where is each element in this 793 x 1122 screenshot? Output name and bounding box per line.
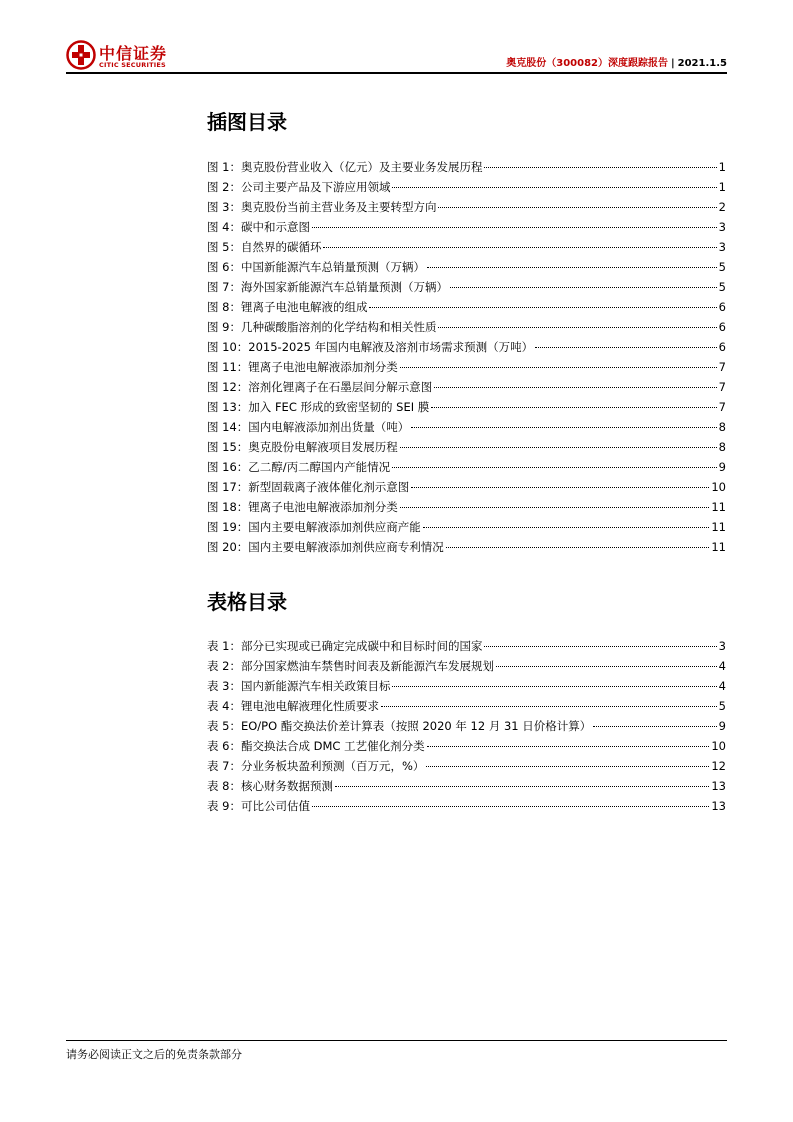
toc-entry-page: 2: [718, 200, 726, 214]
toc-leader-dots: [496, 666, 717, 667]
toc-leader-dots: [431, 407, 716, 408]
toc-leader-dots: [446, 547, 710, 548]
table-toc-entry[interactable]: [207, 776, 726, 796]
toc-entry-label: 图 7：海外国家新能源汽车总销量预测（万辆）: [207, 280, 448, 294]
toc-entry-label: 图 17：新型固载离子液体催化剂示意图: [207, 480, 410, 494]
toc-entry-page: 3: [718, 240, 726, 254]
toc-entry-page: 9: [718, 719, 726, 733]
toc-entry-page: 8: [718, 440, 726, 454]
toc-entry-label: 表 4：锂电池电解液理化性质要求: [207, 699, 379, 713]
header-divider: [66, 72, 727, 74]
toc-entry-page: 4: [718, 679, 726, 693]
report-title: 奥克股份（300082）深度跟踪报告: [506, 58, 668, 69]
tables-toc-list: [207, 636, 726, 816]
figure-toc-entry[interactable]: [207, 317, 726, 337]
figure-toc-entry[interactable]: [207, 197, 726, 217]
toc-leader-dots: [312, 227, 717, 228]
footer-disclaimer: 请务必阅读正文之后的免责条款部分: [66, 1048, 242, 1061]
figure-toc-entry[interactable]: [207, 477, 726, 497]
toc-entry-label: 表 7：分业务板块盈利预测（百万元，%）: [207, 759, 425, 773]
toc-entry-page: 5: [718, 699, 726, 713]
table-toc-entry[interactable]: [207, 756, 726, 776]
table-toc-entry[interactable]: [207, 736, 726, 756]
figure-toc-entry[interactable]: [207, 297, 726, 317]
toc-leader-dots: [411, 487, 709, 488]
toc-leader-dots: [323, 247, 716, 248]
footer-divider: [66, 1040, 727, 1041]
toc-entry-label: 图 15：奥克股份电解液项目发展历程: [207, 440, 398, 454]
toc-leader-dots: [484, 646, 716, 647]
toc-entry-label: 图 13：加入 FEC 形成的致密坚韧的 SEI 膜: [207, 400, 430, 414]
toc-entry-label: 图 12：溶剂化锂离子在石墨层间分解示意图: [207, 380, 433, 394]
figure-toc-entry[interactable]: [207, 537, 726, 557]
toc-leader-dots: [484, 167, 716, 168]
toc-entry-page: 5: [718, 280, 726, 294]
toc-entry-page: 13: [711, 779, 726, 793]
toc-entry-page: 5: [718, 260, 726, 274]
figure-toc-entry[interactable]: [207, 177, 726, 197]
toc-leader-dots: [392, 187, 716, 188]
figure-toc-entry[interactable]: [207, 517, 726, 537]
toc-leader-dots: [426, 766, 709, 767]
figure-toc-entry[interactable]: [207, 377, 726, 397]
toc-leader-dots: [411, 427, 716, 428]
tables-section-title: 表格目录: [207, 590, 287, 614]
toc-entry-label: 表 8：核心财务数据预测: [207, 779, 333, 793]
toc-entry-page: 10: [711, 480, 726, 494]
table-toc-entry[interactable]: [207, 696, 726, 716]
figure-toc-entry[interactable]: [207, 397, 726, 417]
figure-toc-entry[interactable]: [207, 417, 726, 437]
toc-entry-label: 表 3：国内新能源汽车相关政策目标: [207, 679, 391, 693]
toc-entry-page: 1: [718, 180, 726, 194]
toc-entry-page: 9: [718, 460, 726, 474]
toc-entry-page: 13: [711, 799, 726, 813]
toc-entry-label: 图 20：国内主要电解液添加剂供应商专利情况: [207, 540, 444, 554]
toc-leader-dots: [593, 726, 716, 727]
toc-entry-page: 7: [718, 360, 726, 374]
toc-entry-page: 6: [718, 340, 726, 354]
table-toc-entry[interactable]: [207, 636, 726, 656]
toc-entry-page: 3: [718, 639, 726, 653]
company-logo: [66, 40, 176, 74]
toc-entry-label: 表 1：部分已实现或已确定完成碳中和目标时间的国家: [207, 639, 483, 653]
toc-entry-page: 11: [711, 540, 726, 554]
toc-leader-dots: [434, 387, 716, 388]
toc-entry-page: 8: [718, 420, 726, 434]
citic-logo-icon: [66, 40, 96, 70]
toc-entry-label: 图 9：几种碳酸脂溶剂的化学结构和相关性质: [207, 320, 437, 334]
toc-entry-label: 图 14：国内电解液添加剂出货量（吨）: [207, 420, 410, 434]
table-toc-entry[interactable]: [207, 716, 726, 736]
figure-toc-entry[interactable]: [207, 497, 726, 517]
report-date: 2021.1.5: [677, 58, 727, 69]
toc-entry-label: 表 5：EO/PO 酯交换法价差计算表（按照 2020 年 12 月 31 日价格计算）: [207, 719, 592, 733]
toc-leader-dots: [335, 786, 709, 787]
toc-leader-dots: [369, 307, 716, 308]
table-toc-entry[interactable]: [207, 796, 726, 816]
toc-leader-dots: [438, 327, 716, 328]
toc-leader-dots: [400, 367, 717, 368]
toc-entry-page: 1: [718, 160, 726, 174]
figure-toc-entry[interactable]: [207, 157, 726, 177]
toc-leader-dots: [392, 467, 717, 468]
table-toc-entry[interactable]: [207, 656, 726, 676]
toc-leader-dots: [392, 686, 716, 687]
logo-english-name: CITIC SECURITIES: [99, 61, 166, 69]
figure-toc-entry[interactable]: [207, 437, 726, 457]
figure-toc-entry[interactable]: [207, 217, 726, 237]
toc-entry-label: 表 2：部分国家燃油车禁售时间表及新能源汽车发展规划: [207, 659, 494, 673]
toc-entry-label: 表 6：酯交换法合成 DMC 工艺催化剂分类: [207, 739, 425, 753]
toc-entry-page: 12: [711, 759, 726, 773]
toc-entry-label: 表 9：可比公司估值: [207, 799, 310, 813]
toc-entry-page: 7: [718, 380, 726, 394]
toc-leader-dots: [427, 746, 710, 747]
figures-toc-list: [207, 157, 726, 557]
figure-toc-entry[interactable]: [207, 337, 726, 357]
toc-entry-page: 11: [711, 520, 726, 534]
figure-toc-entry[interactable]: [207, 357, 726, 377]
table-toc-entry[interactable]: [207, 676, 726, 696]
toc-entry-label: 图 19：国内主要电解液添加剂供应商产能: [207, 520, 421, 534]
toc-entry-label: 图 16：乙二醇/丙二醇国内产能情况: [207, 460, 391, 474]
report-header: [506, 54, 727, 69]
toc-entry-label: 图 18：锂离子电池电解液添加剂分类: [207, 500, 398, 514]
toc-entry-label: 图 4：碳中和示意图: [207, 220, 310, 234]
figure-toc-entry[interactable]: [207, 237, 726, 257]
toc-leader-dots: [438, 207, 716, 208]
toc-entry-page: 6: [718, 320, 726, 334]
toc-entry-label: 图 11：锂离子电池电解液添加剂分类: [207, 360, 398, 374]
logo-chinese-name: 中信证券: [99, 44, 168, 63]
header-separator: |: [670, 58, 675, 69]
toc-entry-label: 图 5：自然界的碳循环: [207, 240, 322, 254]
toc-entry-label: 图 6：中国新能源汽车总销量预测（万辆）: [207, 260, 425, 274]
figure-toc-entry[interactable]: [207, 277, 726, 297]
toc-leader-dots: [400, 507, 710, 508]
toc-leader-dots: [535, 347, 717, 348]
toc-entry-page: 4: [718, 659, 726, 673]
toc-leader-dots: [450, 287, 717, 288]
toc-entry-page: 6: [718, 300, 726, 314]
toc-entry-label: 图 3：奥克股份当前主营业务及主要转型方向: [207, 200, 437, 214]
figure-toc-entry[interactable]: [207, 457, 726, 477]
figures-section-title: 插图目录: [207, 110, 287, 134]
toc-entry-label: 图 8：锂离子电池电解液的组成: [207, 300, 368, 314]
toc-leader-dots: [381, 706, 717, 707]
toc-entry-page: 10: [711, 739, 726, 753]
toc-leader-dots: [427, 267, 717, 268]
toc-entry-label: 图 2：公司主要产品及下游应用领域: [207, 180, 391, 194]
toc-entry-label: 图 10：2015-2025 年国内电解液及溶剂市场需求预测（万吨）: [207, 340, 534, 354]
toc-leader-dots: [312, 806, 709, 807]
figure-toc-entry[interactable]: [207, 257, 726, 277]
toc-entry-page: 7: [718, 400, 726, 414]
toc-entry-page: 3: [718, 220, 726, 234]
toc-leader-dots: [423, 527, 710, 528]
toc-entry-label: 图 1：奥克股份营业收入（亿元）及主要业务发展历程: [207, 160, 483, 174]
toc-entry-page: 11: [711, 500, 726, 514]
toc-leader-dots: [400, 447, 717, 448]
